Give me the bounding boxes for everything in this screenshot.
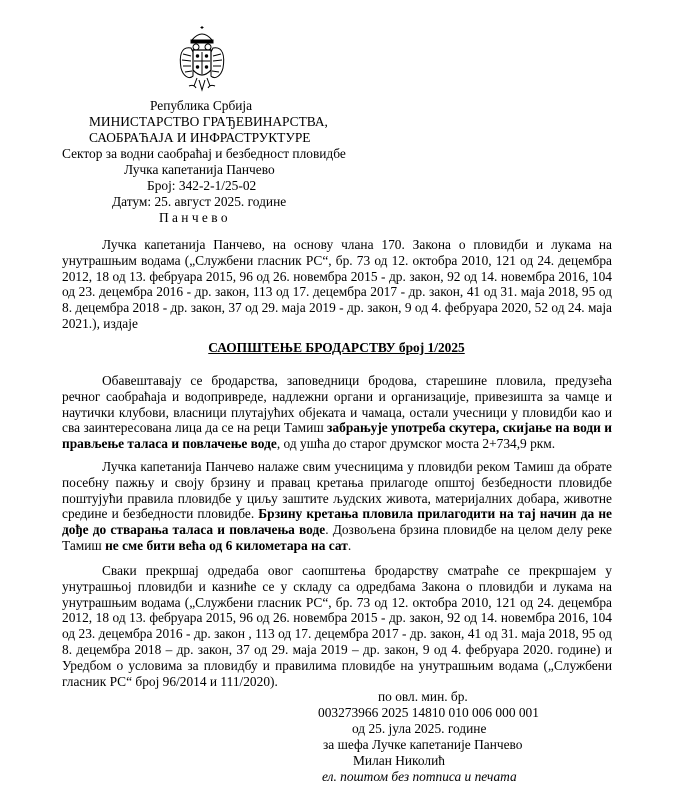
republic-name: Република Србија <box>150 98 253 113</box>
speed-adjust-text: Брзину кретања пловила прилагодити на тај начин да не дође до стварања таласа и повлачења воде <box>62 506 612 538</box>
intro-paragraph: Лучка капетанија Панчево, на основу члана 170. Закона о пловидби и лукама на унутрашњим водама („Службени гласник РС“, бр. 73 од 12. октобра 2010, 121 од 24. децембра 2012, 18 од 13. фебруара 2015, 96 од 26. новембра 2015 - др. закон, 92 од 14. новембра 2016, 104 од 23. децембра 2016 - др. закон, 113 од 17. децембра 2017 - др. закон, 41 од 31. маја 2018, 95 од 8. децембра 2018 - др. закон, 37 од 29. маја 2019 - др. закон, 9 од 4. фебруара 2020, 52 од 24. маја 2021.), издаје <box>62 237 612 331</box>
office-name: Лучка капетанија Панчево <box>124 162 275 177</box>
signatory-name: Милан Николић <box>353 753 445 768</box>
authorization-number: 003273966 2025 14810 010 006 000 001 <box>318 705 539 720</box>
document-city: П а н ч е в о <box>159 210 228 225</box>
document-date: Датум: 25. август 2025. године <box>112 194 287 209</box>
signatory-role: за шефа Лучке капетаније Панчево <box>323 737 523 752</box>
serbian-coat-of-arms-icon <box>177 26 227 94</box>
notice-paragraph-1: Обавештавају се бродарства, заповедници бродова, старешине пловила, предузећа речног саобраћаја и водопривреде, надлежни органи и организације, привезишта за чамце и наутички клубови, власници плутајућих објеката и чамаца, остали учесници у пловидби као и сва заинтересована лица да се на реци Тамиш забрањује употреба скутера, скијање на води и прављење таласа и повлачење воде, од ушћа до старог друмског моста 2+734,9 ркм. <box>62 373 612 452</box>
notice-title: САОПШТЕЊЕ БРОДАРСТВУ број 1/2025 <box>208 340 465 355</box>
speed-limit-text: не сме бити већа од 6 километара на сат <box>105 537 348 553</box>
signature-note: ел. поштом без потписа и печата <box>322 769 517 784</box>
notice-paragraph-3: Сваки прекршај одредаба овог саопштења бродарству сматраће се прекршајем у унутрашњој пловидби и казниће се у складу са одредбама Закона о пловидби и лукама на унутрашњим водама („Службени гласник РС“, бр. 73 од 12. октобра 2010, 121 од 24. децембра 2012, 18 од 13. фебруара 2015, 96 од 26. новембра 2015 - др. закон, 92 од 14. новембра 2016, 104 од 23. децембра 2016 - др. закон , 113 од 17. децембра 2017 - др. закон, 41 од 31. маја 2018, 95 од 8. децембра 2018 – др. закон, 37 од 29. маја 2019 – др. закон, 9 од 4. фебруара 2020. године) и Уредбом о условима за пловидбу и правилима пловидбе на унутрашњим водама („Службени гласник РС“ број 96/2014 и 111/2020). <box>62 563 612 689</box>
ministry-name-line2: САОБРАЋАЈА И ИНФРАСТРУКТУРЕ <box>89 130 311 145</box>
authorization-line: по овл. мин. бр. <box>378 689 468 704</box>
sector-name: Сектор за водни саобраћај и безбедност пловидбе <box>62 146 346 161</box>
prohibition-text: забрањује употреба скутера, скијање на води и прављење таласа и повлачење воде <box>62 420 612 452</box>
ministry-name-line1: МИНИСТАРСТВО ГРАЂЕВИНАРСТВА, <box>89 114 328 129</box>
document-number: Број: 342-2-1/25-02 <box>147 178 257 193</box>
authorization-date: од 25. јула 2025. године <box>352 721 487 736</box>
notice-paragraph-2: Лучка капетанија Панчево налаже свим учесницима у пловидби реком Тамиш да обрате посебну пажњу и своју брзину и правац кретања прилагоде општој безбедности пловидбе поштујући правила пловидбе у циљу заштите људских живота, материјалних добара, животне средине и безбедности пловидбе. Брзину кретања пловила прилагодити на тај начин да не дође до стварања таласа и повлачења воде. Дозвољена брзина пловидбе на целом делу реке Тамиш не сме бити већа од 6 километара на сат. <box>62 459 612 553</box>
